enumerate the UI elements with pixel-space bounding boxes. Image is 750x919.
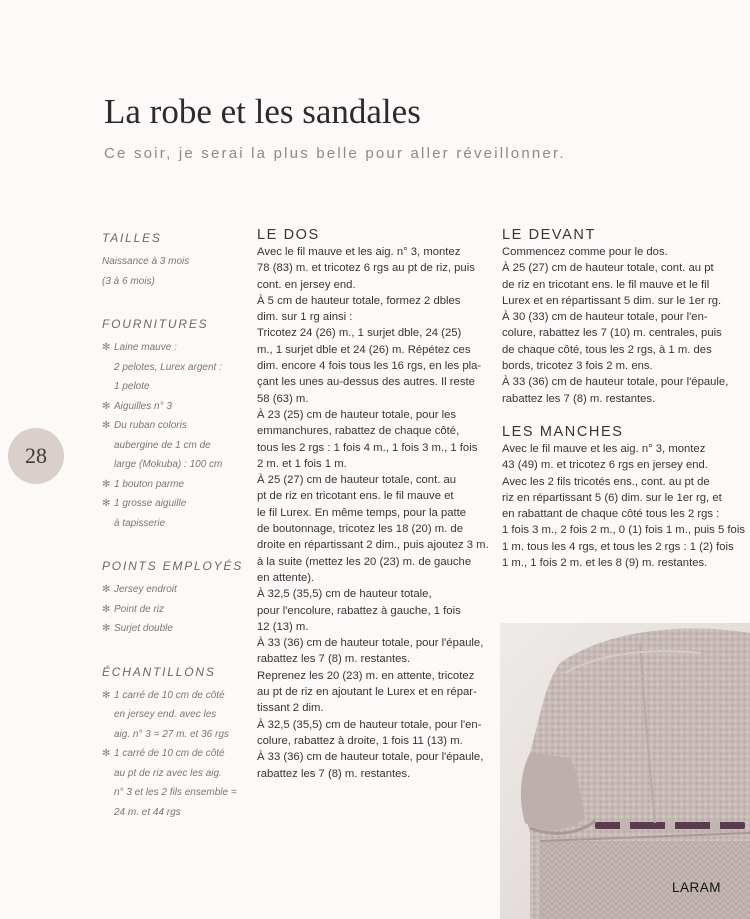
instruction-line: à la suite (mettez les 20 (23) m. de gauche (257, 555, 472, 568)
instruction-line: À 32,5 (35,5) cm de hauteur totale, (257, 588, 432, 601)
bullet-icon: ✻ (102, 623, 111, 634)
instruction-line: riz en répartissant 5 (6) dim. sur le 1er rg, et (502, 491, 722, 504)
sidebar-list-item (102, 455, 252, 475)
instruction-line: Commencez comme pour le dos. (502, 246, 668, 258)
instruction-line: À 25 (27) cm de hauteur totale, cont. au pt (502, 262, 714, 275)
page-title: La robe et les sandales (104, 92, 421, 131)
sidebar-list-item (102, 619, 252, 639)
sleeves-instructions (502, 441, 745, 571)
bullet-icon: ✻ (102, 498, 111, 509)
instruction-line: colure, rabattez les 7 (10) m. centrales, puis (502, 327, 722, 340)
instruction-line: de boutonnage, tricotez les 18 (20) m. de (257, 523, 463, 536)
instruction-line: de riz en tricotant ens. le fil mauve et le fil (502, 278, 710, 291)
instruction-line: À 33 (36) cm de hauteur totale, pour l'épaule, (502, 376, 729, 389)
instruction-line: Reprenez les 20 (23) m. en attente, tricotez (257, 669, 475, 682)
sidebar-item-text: en jersey end. avec les (114, 709, 217, 720)
instruction-line: pour l'encolure, rabattez à gauche, 1 fois (257, 604, 461, 617)
instruction-line: rabattez les 7 (8) m. restantes. (257, 767, 411, 780)
instruction-line: À 30 (33) cm de hauteur totale, pour l'en- (502, 311, 708, 324)
sidebar-item-text: aubergine de 1 cm de (114, 439, 211, 451)
front-heading: LE DEVANT (502, 227, 596, 243)
instruction-line: au pt de riz en ajoutant le Lurex et en répar- (257, 686, 477, 699)
instruction-line: Avec les 2 fils tricotés ens., cont. au pt de (502, 475, 710, 488)
sidebar-item-text: Jersey endroit (114, 584, 177, 595)
bullet-icon: ✻ (102, 748, 111, 759)
gauges-list (102, 686, 252, 823)
sidebar-item-text: aig. n° 3 = 27 m. et 36 rgs (114, 728, 229, 740)
instruction-line: bords, tricotez 3 fois 2 m. ens. (502, 360, 653, 373)
instruction-line: 1 m., 1 fois 2 m. et les 8 (9) m. restantes. (502, 557, 708, 570)
bullet-icon: ✻ (102, 478, 111, 490)
back-instructions (257, 244, 494, 782)
instruction-line: Tricotez 24 (26) m., 1 surjet dble, 24 (25) (257, 327, 462, 340)
sidebar-list-item (102, 744, 252, 764)
page-subtitle: Ce soir, je serai la plus belle pour aller réveillonner. (104, 145, 566, 162)
knit-dress-illustration (500, 623, 750, 919)
back-heading: LE DOS (257, 227, 320, 243)
watermark: LARAM (672, 880, 722, 895)
sidebar-list-item (102, 783, 252, 803)
sidebar-list-item (102, 475, 252, 495)
bullet-icon: ✻ (102, 689, 111, 701)
sidebar-item-text: Surjet double (114, 623, 173, 634)
sidebar-item-text: Point de riz (114, 603, 165, 615)
sidebar-list-item (102, 252, 252, 272)
supplies-list (102, 338, 252, 533)
instruction-line: Lurex et en répartissant 5 dim. sur le 1er rg. (502, 294, 722, 307)
supplies-heading: FOURNITURES (102, 317, 209, 331)
sidebar-item-text: Laine mauve : (114, 342, 177, 353)
stitches-heading: POINTS EMPLOYÉS (102, 559, 244, 573)
page-number-badge (8, 428, 64, 484)
bullet-icon: ✻ (102, 400, 111, 412)
instruction-line: çant les unes au-dessus des autres. Il reste (257, 376, 475, 389)
sidebar-item-text: Aiguilles n° 3 (114, 400, 172, 412)
instruction-line: Avec le fil mauve et les aig. n° 3, montez (502, 442, 706, 455)
sidebar-list-item (102, 358, 252, 378)
sidebar-list-item (102, 580, 252, 600)
sidebar-item-text: 2 pelotes, Lurex argent : (114, 361, 222, 373)
sidebar (102, 231, 252, 822)
instruction-line: tissant 2 dim. (257, 702, 324, 715)
sidebar-list-item (102, 397, 252, 417)
bullet-icon: ✻ (102, 603, 111, 615)
sidebar-item-text: Du ruban coloris (114, 420, 187, 431)
instruction-line: tous les 2 rgs : 1 fois 4 m., 1 fois 3 m., 1 fois (257, 441, 478, 454)
sidebar-item-text: au pt de riz avec les aig. (114, 767, 222, 779)
sidebar-list-item (102, 494, 252, 514)
instruction-line: droite en répartissant 2 dim., puis ajoutez 3 m. (257, 539, 489, 552)
bullet-icon: ✻ (102, 342, 111, 353)
instruction-line: 78 (83) m. et tricotez 6 rgs au pt de riz, puis (257, 262, 475, 275)
instruction-line: rabattez les 7 (8) m. restantes. (257, 653, 411, 666)
instruction-line: de chaque côté, tous les 2 rgs, à 1 m. des (502, 343, 712, 356)
instruction-line: À 5 cm de hauteur totale, formez 2 dbles (257, 294, 461, 307)
sidebar-item-text: 1 carré de 10 cm de côté (114, 689, 225, 701)
sizes-list (102, 252, 252, 291)
gauges-heading: ÉCHANTILLONS (102, 664, 216, 679)
instruction-line: 12 (13) m. (257, 620, 309, 633)
instruction-line: rabattez les 7 (8) m. restantes. (502, 392, 656, 405)
instruction-line: cont. en jersey end. (257, 278, 356, 291)
front-section (502, 227, 745, 571)
bullet-icon: ✻ (102, 420, 111, 431)
instruction-line: le fil Lurex. En même temps, pour la patte (257, 506, 467, 519)
back-section (257, 227, 494, 782)
instruction-line: colure, rabattez à droite, 1 fois 11 (13) m. (257, 734, 463, 747)
instruction-line: dim. encore 4 fois tous les 16 rgs, en les pla- (257, 360, 482, 373)
instruction-line: en attente). (257, 571, 315, 584)
sidebar-list-item (102, 803, 252, 823)
sidebar-list-item (102, 416, 252, 436)
front-instructions (502, 244, 740, 407)
sidebar-item-text: (3 à 6 mois) (102, 275, 155, 287)
knit-dress-photo (500, 623, 750, 919)
sidebar-item-text: Naissance à 3 mois (102, 256, 190, 267)
instruction-line: pt de riz en tricotant ens. le fil mauve et (257, 490, 454, 503)
sidebar-list-item (102, 272, 252, 292)
instruction-line: À 32,5 (35,5) cm de hauteur totale, pour l'en- (257, 718, 482, 731)
instruction-line: À 33 (36) cm de hauteur totale, pour l'épaule, (257, 751, 484, 764)
sidebar-list-item (102, 764, 252, 784)
instruction-line: 1 fois 3 m., 2 fois 2 m., 0 (1) fois 1 m., puis 5 fois (502, 524, 745, 537)
instruction-line: en rabattant de chaque côté tous les 2 rgs : (502, 508, 720, 521)
instruction-line: 2 m. et 1 fois 1 m. (257, 457, 347, 470)
sidebar-list-item (102, 686, 252, 706)
sidebar-list-item (102, 705, 252, 725)
instruction-line: 43 (49) m. et tricotez 6 rgs en jersey end. (502, 459, 708, 472)
sidebar-item-text: n° 3 et les 2 fils ensemble = (114, 787, 237, 798)
instruction-line: dim. sur 1 rg ainsi : (257, 311, 353, 324)
sidebar-list-item (102, 377, 252, 397)
instruction-line: À 25 (27) cm de hauteur totale, cont. au (257, 474, 457, 487)
sidebar-item-text: large (Mokuba) : 100 cm (114, 459, 223, 470)
sleeves-heading: LES MANCHES (502, 423, 624, 440)
sidebar-item-text: 1 carré de 10 cm de côté (114, 748, 225, 759)
sidebar-list-item (102, 600, 252, 620)
sidebar-list-item (102, 514, 252, 534)
instruction-line: À 33 (36) cm de hauteur totale, pour l'épaule, (257, 637, 484, 650)
instruction-line: 58 (63) m. (257, 392, 309, 405)
sidebar-item-text: 1 grosse aiguille (114, 498, 187, 509)
sidebar-item-text: à tapisserie (114, 517, 166, 529)
instruction-line: Avec le fil mauve et les aig. n° 3, montez (257, 246, 461, 258)
sidebar-list-item (102, 436, 252, 456)
sidebar-item-text: 24 m. et 44 rgs (114, 806, 181, 818)
instruction-line: m., 1 surjet dble et 24 (26) m. Répétez ces (257, 343, 471, 356)
sidebar-list-item (102, 725, 252, 745)
bullet-icon: ✻ (102, 584, 111, 595)
stitches-list (102, 580, 252, 639)
instruction-line: À 23 (25) cm de hauteur totale, pour les (257, 408, 457, 421)
sizes-heading: TAILLES (102, 231, 162, 245)
sidebar-list-item (102, 338, 252, 358)
page-number: 28 (25, 443, 47, 468)
instruction-line: 1 m. tous les 4 rgs, et tous les 2 rgs : 1 (2) fois (502, 540, 734, 553)
sidebar-item-text: 1 pelote (114, 381, 150, 392)
sidebar-item-text: 1 bouton parme (114, 478, 185, 490)
instruction-line: emmanchures, rabattez de chaque côté, (257, 425, 460, 438)
